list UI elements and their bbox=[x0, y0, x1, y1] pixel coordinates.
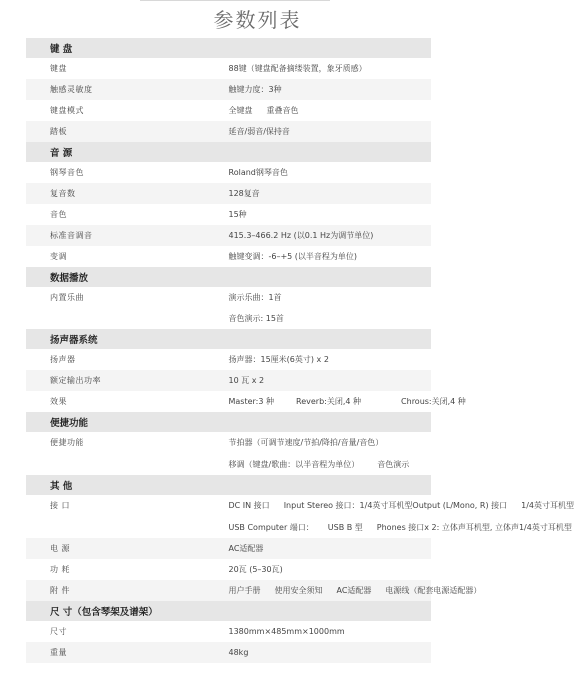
section-title: 便捷功能 bbox=[26, 412, 431, 432]
spec-value bbox=[229, 100, 432, 121]
spec-value-part: 重叠音色 bbox=[266, 106, 299, 115]
spec-label: 钢琴音色 bbox=[50, 168, 84, 177]
spec-value: 1380mm×485mm×1000mm bbox=[228, 627, 345, 636]
spec-row-polyphony bbox=[26, 183, 431, 204]
spec-value: 触键变调：-6–+5 (以半音程为单位) bbox=[228, 252, 358, 261]
spec-value: 10 瓦 x 2 bbox=[229, 370, 432, 391]
spec-label: 电 源 bbox=[26, 538, 229, 559]
spec-value-part: Chrous:关闭,4 种 bbox=[401, 397, 466, 406]
spec-table bbox=[26, 38, 574, 663]
spec-label bbox=[26, 516, 229, 538]
spec-row-convenience bbox=[26, 432, 431, 453]
spec-value: 音色演示: 15首 bbox=[228, 314, 284, 323]
spec-value-part: 电源线（配套电源适配器） bbox=[385, 586, 482, 595]
spec-label: 功 耗 bbox=[50, 565, 71, 574]
spec-label: 踏板 bbox=[26, 121, 229, 142]
spec-value: Roland钢琴音色 bbox=[228, 168, 288, 177]
spec-label: 效果 bbox=[50, 397, 67, 406]
top-divider bbox=[140, 0, 330, 1]
spec-value: 15种 bbox=[228, 210, 247, 219]
spec-label: 音色 bbox=[50, 210, 67, 219]
spec-row-consumption bbox=[26, 559, 431, 580]
spec-row-rated-power bbox=[26, 370, 431, 391]
spec-row-interface bbox=[26, 495, 431, 516]
spec-value-part: 1/4英寸耳机型 bbox=[521, 501, 574, 510]
spec-label bbox=[26, 308, 229, 329]
spec-row-master-tuning bbox=[26, 225, 431, 246]
section-header-keyboard bbox=[26, 38, 431, 58]
section-header-sound bbox=[26, 142, 431, 162]
spec-value: 48kg bbox=[229, 642, 432, 663]
spec-row-piano-sound bbox=[26, 162, 431, 183]
spec-value: 20瓦 (5–30瓦) bbox=[228, 565, 283, 574]
section-title: 其 他 bbox=[26, 475, 431, 495]
spec-value-part: 用户手册 bbox=[228, 586, 261, 595]
spec-value-part: AC适配器 bbox=[336, 586, 372, 595]
spec-value-part: 全键盘 bbox=[228, 106, 253, 115]
spec-row-weight bbox=[26, 642, 431, 663]
spec-row-transpose bbox=[26, 246, 431, 267]
spec-value-part: 移调（键盘/歌曲：以半音程为单位） bbox=[228, 459, 360, 469]
spec-label: 键盘模式 bbox=[50, 106, 84, 115]
spec-row-effects bbox=[26, 391, 431, 412]
section-header-dimensions bbox=[26, 601, 431, 621]
spec-value-part: Master:3 种 bbox=[228, 397, 275, 406]
spec-value bbox=[228, 516, 572, 538]
spec-label: 重量 bbox=[26, 642, 229, 663]
spec-value: AC适配器 bbox=[229, 538, 432, 559]
spec-label: 键盘 bbox=[50, 64, 67, 73]
section-title: 音 源 bbox=[26, 142, 431, 162]
spec-value-part: Input Stereo 接口：1/4英寸耳机型Output (L/Mono, R) 接口 bbox=[283, 501, 508, 510]
spec-row-interface-2 bbox=[26, 516, 431, 538]
spec-row-keys bbox=[26, 58, 431, 79]
spec-label: 复音数 bbox=[26, 183, 229, 204]
spec-label: 接 口 bbox=[50, 501, 71, 510]
spec-row-convenience-2 bbox=[26, 453, 431, 475]
spec-row-size bbox=[26, 621, 431, 642]
spec-label: 变调 bbox=[50, 252, 67, 261]
spec-row-pedal bbox=[26, 121, 431, 142]
spec-value bbox=[228, 580, 482, 601]
spec-label: 附 件 bbox=[26, 580, 229, 601]
spec-label: 标准音调音 bbox=[26, 225, 229, 246]
spec-value: 128复音 bbox=[229, 183, 432, 204]
spec-value-part: USB Computer 端口： bbox=[228, 522, 314, 532]
spec-row-tone-demo bbox=[26, 308, 431, 329]
spec-label bbox=[26, 453, 229, 475]
spec-label: 内置乐曲 bbox=[50, 293, 84, 302]
spec-value: 扬声器：15厘米(6英寸) x 2 bbox=[228, 355, 329, 364]
spec-value: 演示乐曲：1首 bbox=[228, 293, 282, 302]
section-header-speaker bbox=[26, 329, 431, 349]
spec-value-part: 使用安全须知 bbox=[274, 586, 323, 595]
section-title: 键 盘 bbox=[26, 38, 431, 58]
section-header-playback bbox=[26, 267, 431, 287]
spec-row-tones bbox=[26, 204, 431, 225]
spec-value-part: DC IN 接口 bbox=[228, 501, 270, 510]
spec-row-power bbox=[26, 538, 431, 559]
spec-value: 88键（键盘配备摘缕装置，象牙质感） bbox=[228, 64, 367, 73]
spec-value: 节拍器（可调节速度/节拍/降拍/音量/音色） bbox=[228, 438, 384, 447]
spec-row-internal-songs bbox=[26, 287, 431, 308]
section-title: 扬声器系统 bbox=[26, 329, 431, 349]
spec-row-speakers bbox=[26, 349, 431, 370]
spec-value-part: USB B 型 bbox=[327, 522, 363, 532]
spec-value: 415.3–466.2 Hz (以0.1 Hz为调节单位) bbox=[229, 225, 432, 246]
spec-row-keyboard-mode bbox=[26, 100, 431, 121]
spec-label: 尺寸 bbox=[50, 627, 67, 636]
spec-value-part: Phones 接口x 2: 立体声耳机型, 立体声1/4英寸耳机型 bbox=[376, 522, 572, 532]
spec-label: 便捷功能 bbox=[50, 438, 84, 447]
spec-row-accessories bbox=[26, 580, 431, 601]
spec-value: 触键力度：3种 bbox=[229, 79, 432, 100]
spec-value bbox=[228, 495, 574, 516]
spec-value: 延音/弱音/保持音 bbox=[229, 121, 432, 142]
section-header-other bbox=[26, 475, 431, 495]
section-title: 数据播放 bbox=[26, 267, 431, 287]
spec-value-part: 音色演示 bbox=[377, 459, 410, 469]
spec-label: 触感灵敏度 bbox=[26, 79, 229, 100]
section-title: 尺 寸（包含琴架及谱架） bbox=[26, 601, 431, 621]
spec-value-part: Reverb:关闭,4 种 bbox=[296, 397, 362, 406]
spec-value bbox=[229, 453, 432, 475]
spec-row-touch bbox=[26, 79, 431, 100]
spec-value bbox=[228, 391, 466, 412]
spec-label: 扬声器 bbox=[50, 355, 76, 364]
page-title: 参数列表 bbox=[213, 8, 302, 32]
spec-label: 额定输出功率 bbox=[26, 370, 229, 391]
section-header-convenience bbox=[26, 412, 431, 432]
